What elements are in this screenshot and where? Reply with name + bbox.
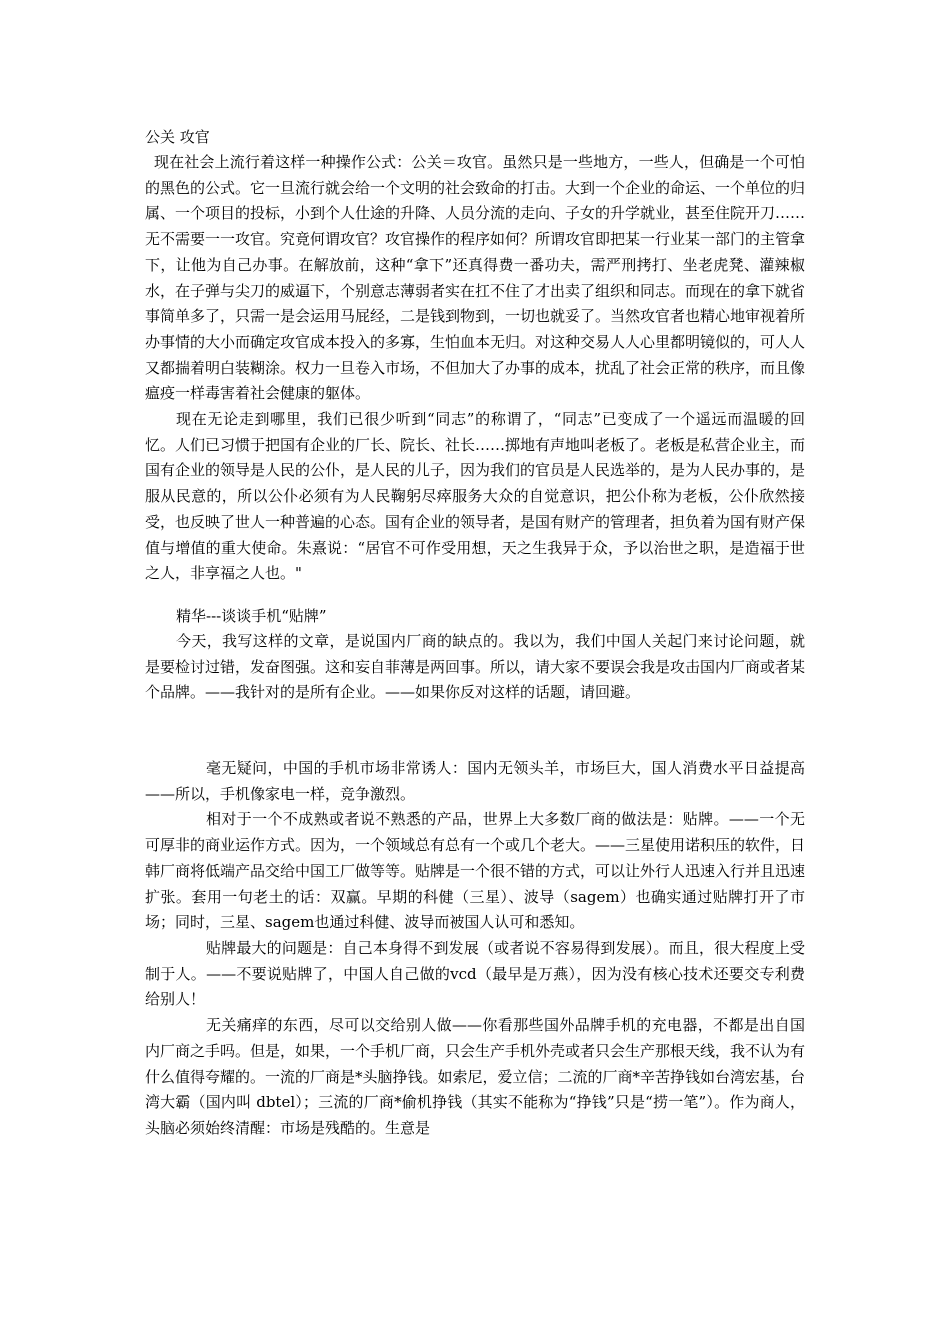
article2-paragraph-3: 贴牌最大的问题是：自己本身得不到发展（或者说不容易得到发展）。而且，很大程度上受制于人。——不要说贴牌了，中国人自己做的vcd（最早是万燕），因为没有核心技术还要交专利费给别人！ [145, 938, 805, 1009]
article1-paragraph-2: 现在无论走到哪里，我们已很少听到“同志”的称谓了，“同志”已变成了一个遥远而温暖的回忆。人们已习惯于把国有企业的厂长、院长、社长……掷地有声地叫老板了。老板是私营企业主，而国有企业的领导是人民的公仆，是人民的儿子，因为我们的官员是人民选举的，是为人民办事的，是服从民意的，所以公仆必须有为人民鞠躬尽瘁服务大众的自觉意识，把公仆称为老板，公仆欣然接受，也反映了世人一种普遍的心态。国有企业的领导者，是国有财产的管理者，担负着为国有财产保值与增值的重大使命。朱熹说：“居官不可作受用想，天之生我异于众，予以治世之职，是造福于世之人，非享福之人也。" [145, 410, 806, 583]
article2-paragraph-2: 相对于一个不成熟或者说不熟悉的产品，世界上大多数厂商的做法是：贴牌。——一个无可厚非的商业运作方式。因为，一个领域总有总有一个或几个老大。——三星使用诺积压的软件，日韩厂商将低端产品交给中国工厂做等等。贴牌是一个很不错的方式，可以让外行人迅速入行并且迅速扩张。套用一句老土的话：双赢。早期的科健（三星）、波导（sagem）也确实通过贴牌打开了市场；同时，三星、sagem也通过科健、波导而被国人认可和悉知。 [145, 810, 806, 932]
article2-intro-paragraph: 今天，我写这样的文章，是说国内厂商的缺点的。我以为，我们中国人关起门来讨论问题，就是要检讨过错，发奋图强。这和妄自菲薄是两回事。所以，请大家不要误会我是攻击国内厂商或者某个品牌。——我针对的是所有企业。——如果你反对这样的话题，请回避。 [145, 631, 806, 702]
document-page [145, 124, 805, 1142]
article-title-gongguan: 公关 攻官 [145, 128, 210, 146]
section-spacer [145, 706, 805, 756]
article1-paragraph-1: 现在社会上流行着这样一种操作公式：公关＝攻官。虽然只是一些地方，一些人，但确是一个可怕的黑色的公式。它一旦流行就会给一个文明的社会致命的打击。大到一个企业的命运、一个单位的归属、一个项目的投标，小到个人仕途的升降、人员分流的走向、子女的升学就业，甚至住院开刀……无不需要一一攻官。究竟何谓攻官？攻官操作的程序如何？所谓攻官即把某一行业某一部门的主管拿下，让他为自己办事。在解放前，这种“拿下”还真得费一番功夫，需严刑拷打、坐老虎凳、灌辣椒水，在子弹与尖刀的威逼下，个别意志薄弱者实在扛不住了才出卖了组织和同志。而现在的拿下就省事简单多了，只需一是会运用马屁经，二是钱到物到，一切也就妥了。当然攻官者也精心地审视着所办事情的大小而确定攻官成本投入的多寡，生怕血本无归。对这种交易人人心里都明镜似的，可人人又都揣着明白装糊涂。权力一旦卷入市场，不但加大了办事的成本，扰乱了社会正常的秩序，而且像瘟疫一样毒害着社会健康的躯体。 [145, 153, 806, 403]
article-title-tiepai: 精华---谈谈手机“贴牌” [176, 606, 327, 625]
article2-paragraph-1: 毫无疑问，中国的手机市场非常诱人：国内无领头羊，市场巨大，国人消费水平日益提高——所以，手机像家电一样，竞争激烈。 [145, 759, 805, 803]
article2-paragraph-4: 无关痛痒的东西，尽可以交给别人做——你看那些国外品牌手机的充电器，不都是出自国内厂商之手吗。但是，如果，一个手机厂商，只会生产手机外壳或者只会生产那根天线，我不认为有什么值得夸耀的。一流的厂商是*头脑挣钱。如索尼，爱立信；二流的厂商*辛苦挣钱如台湾宏基，台湾大霸（国内叫 dbtel）；三流的厂商*偷机挣钱（其实不能称为“挣钱”只是“捞一笔”）。作为商人，头脑必须始终清醒：市场是残酷的。生意是 [145, 1016, 806, 1137]
